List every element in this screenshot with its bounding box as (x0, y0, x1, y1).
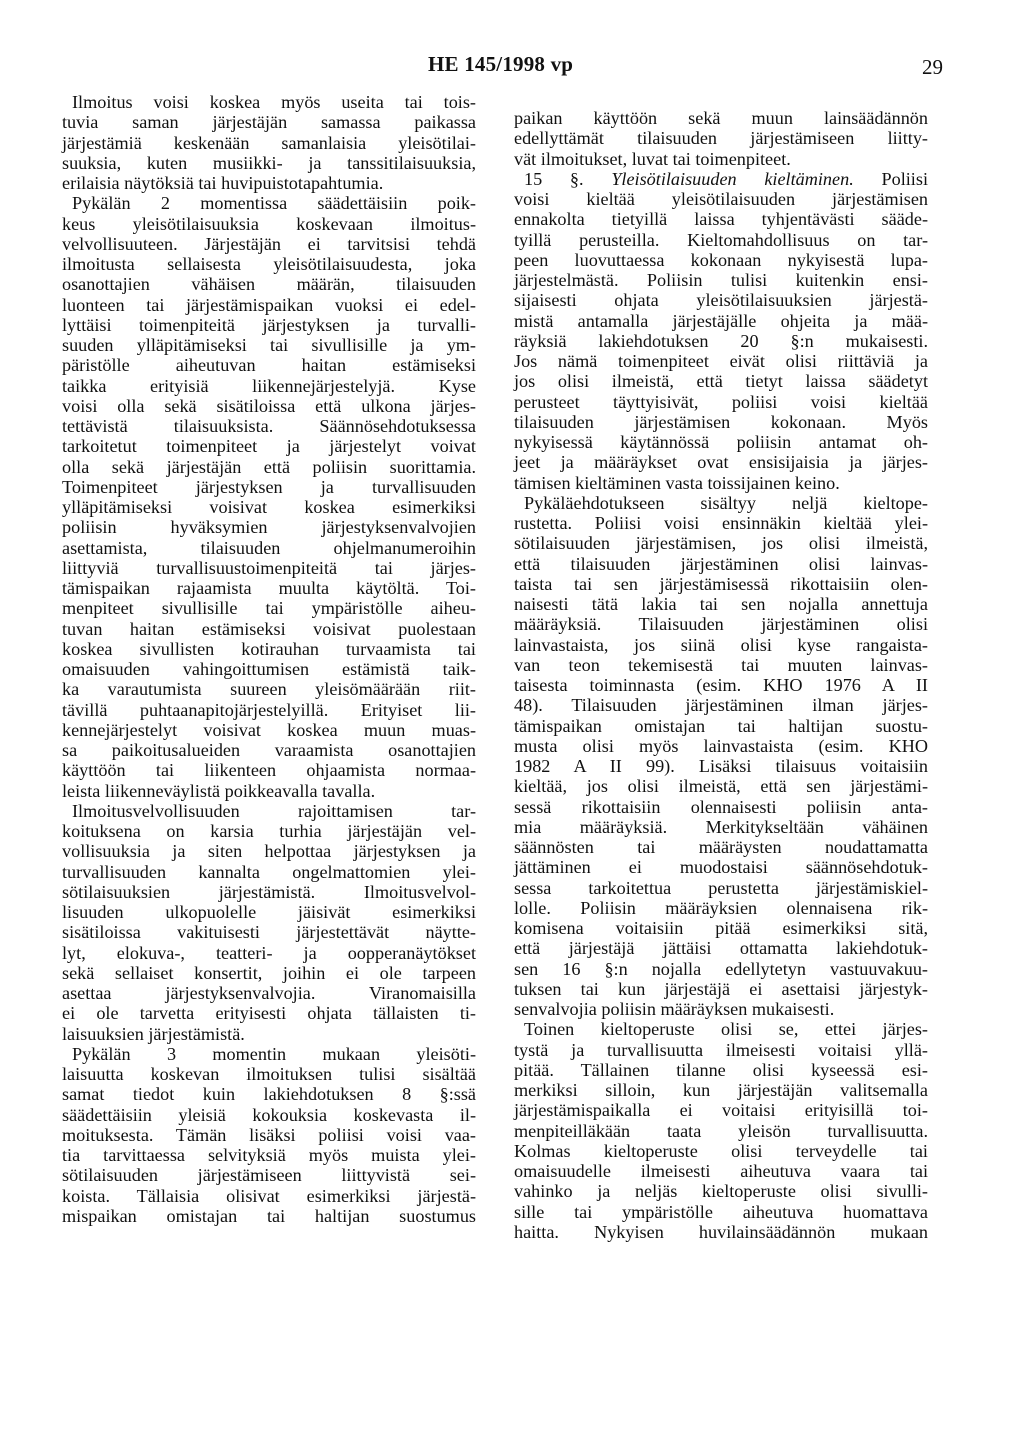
text-line: sekä sellaiset konsertit, joihin ei ole tarpeen (62, 962, 476, 983)
text-line: tuvia saman järjestäjän samassa paikassa (62, 112, 476, 133)
text-line: sessä rikottaisiin olennaisesti poliisin anta- (514, 796, 928, 817)
page-header (0, 0, 1024, 100)
text-line: kennejärjestelyt voisivat koskea muun muas- (62, 719, 476, 740)
text-line: lolle. Poliisin määräyksien olennaisena rik- (514, 897, 928, 918)
text-line: Pykälän 2 momentissa säädettäisiin poik- (72, 193, 476, 214)
text-line: lisuuden ulkopuolelle jäisivät esimerkiksi (62, 902, 476, 922)
text-line: suuden ylläpitämiseksi tai sivullisille ja ym- (62, 335, 476, 355)
text-line: Ilmoitus voisi koskea myös useita tai tois- (72, 92, 476, 112)
text-line: samat tiedot kuin lakiehdotuksen 8 §:ssä (62, 1084, 476, 1105)
text-line: sessa tarkoitettua perustetta järjestämiskiel- (514, 877, 928, 898)
text-line: tuvan haitan estämiseksi voisivat puolestaan (62, 618, 476, 639)
text-line: ei ole tarvetta erityisesti ohjata tällaisten ti- (62, 1003, 476, 1024)
text-line: asettaa järjestyksenvalvojia. Viranomaisilla (62, 983, 476, 1003)
text-line: määräyksiä. Tilaisuuden järjestäminen olisi (514, 614, 928, 635)
text-line: merkiksi silloin, kun järjestäjän valitsemalla (514, 1080, 928, 1100)
text-line: tystä ja turvallisuutta ilmeisesti voitaisi yllä- (514, 1039, 928, 1060)
text-line: 15 §. Yleisötilaisuuden kieltäminen. Poliisi (524, 168, 928, 189)
text-line: erilaisia näytöksiä tai huvipuistotapahtumia. (62, 173, 384, 193)
text-line: menpiteet sivullisille tai ympäristölle aiheu- (62, 598, 476, 619)
text-line: olla sekä järjestäjän että poliisin suorittamia. (62, 456, 476, 477)
text-line: keus yleisötilaisuuksia koskevaan ilmoitus- (62, 213, 476, 234)
text-line: nykyisessä käytännössä poliisin antamat oh- (514, 432, 928, 452)
text-line: järjestämispaikalla ei voitaisi erityisillä toi- (514, 1100, 928, 1121)
page-number: 29 (922, 55, 943, 79)
text-line: Pykäläehdotukseen sisältyy neljä kieltope- (524, 492, 928, 513)
text-line: osanottajien vähäisen määrän, tilaisuuden (62, 274, 476, 295)
text-line: tia tarvittaessa selvityksiä myös muista ylei- (62, 1145, 476, 1165)
text-line: 48). Tilaisuuden järjestäminen ilman järjes- (514, 695, 928, 716)
text-line: mispaikan omistajan tai haltijan suostumus (62, 1205, 476, 1226)
text-line: ka varautumista suureen yleisömäärään riit- (62, 679, 476, 700)
text-line: sa paikoitusalueiden varaamista osanottajien (62, 740, 476, 760)
text-line: tämisen kieltäminen vasta toissijainen keino. (514, 472, 840, 493)
text-line: päristölle aiheutuvan haitan estämiseksi (62, 355, 476, 376)
text-line: tämispaikan rajaamista muulta käytöltä. Toi- (62, 578, 476, 598)
text-line: edellyttämät tilaisuuden järjestämiseen liitty- (514, 128, 928, 149)
text-line: taikka erityisiä liikennejärjestelyjä. Kyse (62, 375, 476, 396)
text-line: van teon tekemisestä tai muuten lainvas- (514, 654, 928, 675)
text-line: sille tai ympäristölle aiheutuva huomattava (514, 1201, 928, 1222)
text-line: luonteen tai järjestämispaikan vuoksi ei edel- (62, 294, 476, 315)
text-line: että järjestäjä jättäisi ottamatta lakiehdotuk- (514, 938, 928, 959)
text-line: sisätiloissa vakituisesti järjestettävät näytte- (62, 922, 476, 943)
text-line: sijaisesti ohjata yleisötilaisuuksien järjestä- (514, 290, 928, 311)
text-line: tarkoitetut toimenpiteet ja järjestelyt voivat (62, 436, 476, 457)
text-line: senvalvojia poliisin määräyksen mukaisesti. (514, 999, 835, 1019)
text-line: sötilaisuuden järjestämisen, jos olisi ilmeistä, (514, 533, 928, 554)
text-line: lainvastaista, jos siinä olisi kyse rangaista- (514, 634, 928, 655)
text-line: Jos nämä toimenpiteet eivät olisi riittäviä ja (514, 351, 928, 371)
text-line: sötilaisuuden järjestämiseen liittyvistä sei- (62, 1165, 476, 1186)
text-line: että tilaisuuden järjestäminen olisi lainvas- (514, 553, 928, 574)
text-line: omaisuuden vahingoittumisen estämistä taik- (62, 659, 476, 679)
text-line: taista tai sen järjestämisessä rikottaisiin olen- (514, 573, 928, 594)
text-line: tettävistä tilaisuuksista. Säännösehdotuksessa (62, 416, 476, 436)
text-line: lyttäisi toimenpiteitä järjestyksen ja turvalli- (62, 314, 476, 335)
text-line: voisi olla sekä sisätiloissa että ulkona järjes- (62, 395, 476, 416)
text-line: ylläpitämiseksi voisivat koskea esimerkiksi (62, 497, 476, 517)
text-line: järjestelmästä. Poliisin tulisi kuitenkin ensi- (514, 270, 928, 290)
text-line: jättäminen ei muodostaisi säännösehdotuk- (514, 857, 928, 878)
text-line: komisena voitaisiin pitää esimerkiksi sitä, (514, 918, 928, 938)
text-line: jeet ja määräykset ovat ensisijaisia ja järjes- (514, 452, 928, 473)
text-line: peen luovuttaessa kokonaan nykyisestä lupa- (514, 249, 928, 270)
text-line: järjestämiä keskenään samanlaisia yleisötilai- (62, 132, 476, 153)
text-line: haitta. Nykyisen huvilainsäädännön mukaan (514, 1221, 928, 1242)
text-line: naisesti tätä lakia tai sen nojalla annettuja (514, 594, 928, 614)
text-line: voisi kieltää yleisötilaisuuden järjestämisen (514, 189, 928, 209)
text-line: koista. Tällaisia olisivat esimerkiksi järjestä- (62, 1185, 476, 1206)
text-line: ennakolta tietyillä laissa tyhjentävästi sääde- (514, 209, 928, 230)
text-line: leista liikenneväylistä poikkeavalla tavalla. (62, 780, 376, 801)
text-line: laisuuksien järjestämistä. (62, 1023, 245, 1044)
text-line: sen 16 §:n nojalla edellytetyn vastuuvakuu- (514, 958, 928, 979)
text-line: taisesta toiminnasta (esim. KHO 1976 A II (514, 675, 928, 695)
text-line: rustetta. Poliisi voisi ensinnäkin kieltää ylei- (514, 513, 928, 533)
text-line: paikan käyttöön sekä muun lainsäädännön (514, 108, 928, 128)
text-line: Pykälän 3 momentin mukaan yleisöti- (72, 1043, 476, 1064)
text-line: liittyviä turvallisuustoimenpiteitä tai järjes- (62, 557, 476, 578)
text-line: tuksen tai kun järjestäjä ei asettaisi järjestyk- (514, 978, 928, 999)
text-line: perusteet täyttyisivät, poliisi voisi kieltää (514, 391, 928, 412)
text-line: velvollisuuteen. Järjestäjän ei tarvitsisi tehdä (62, 233, 476, 254)
text-line: kieltää, jos olisi ilmeistä, että sen järjestämi- (514, 776, 928, 797)
text-line: tämispaikan omistajan tai haltijan suostu- (514, 715, 928, 736)
text-line: Kolmas kieltoperuste olisi terveydelle tai (514, 1140, 928, 1161)
text-line: käyttöön tai liikenteen ohjaamista normaa- (62, 760, 476, 781)
text-line: laisuutta koskevan ilmoituksen tulisi sisältää (62, 1064, 476, 1084)
text-line: tyillä perusteilla. Kieltomahdollisuus on tar- (514, 229, 928, 250)
text-line: Ilmoitusvelvollisuuden rajoittamisen tar- (72, 800, 476, 821)
text-line: vollisuuksia ja siten helpottaa järjestyksen ja (62, 841, 476, 862)
text-line: 1982 A II 99). Lisäksi tilaisuus voitaisiin (514, 756, 928, 776)
text-line: mia määräyksiä. Merkitykseltään vähäinen (514, 816, 928, 837)
text-line: Toimenpiteet järjestyksen ja turvallisuuden (62, 476, 476, 497)
left-column (62, 92, 476, 1226)
right-column (514, 108, 928, 1242)
text-line: asettamista, tilaisuuden ohjelmanumeroihin (62, 537, 476, 558)
text-line: omaisuudelle ilmeisesti aiheutuva vaara tai (514, 1161, 928, 1181)
text-line: säädettäisiin yleisiä kokouksia koskevasta il- (62, 1104, 476, 1125)
text-line: turvallisuuden kannalta ongelmattomien ylei- (62, 861, 476, 882)
document-id: HE 145/1998 vp (428, 52, 574, 76)
text-line: säännösten tai määräysten noudattamatta (514, 837, 928, 857)
text-line: lyt, elokuva-, teatteri- ja oopperanäytökset (62, 942, 476, 963)
text-line: poliisin hyväksymien järjestyksenvalvojien (62, 517, 476, 538)
text-line: mistä antamalla järjestäjälle ohjeita ja mää- (514, 310, 928, 331)
text-line: Toinen kieltoperuste olisi se, ettei järjes- (524, 1019, 928, 1040)
text-line: tilaisuuden järjestämisen kokonaan. Myös (514, 411, 928, 432)
text-line: koskea sivullisten kotirauhan turvaamista tai (62, 638, 476, 659)
text-line: vät ilmoitukset, luvat tai toimenpiteet. (514, 148, 791, 169)
text-line: koituksena on karsia turhia järjestäjän vel- (62, 821, 476, 841)
text-line: menpiteilläkään taata yleisön turvallisuutta. (514, 1120, 928, 1141)
text-line: musta olisi myös lainvastaista (esim. KHO (514, 735, 928, 756)
text-line: suuksia, kuten musiikki- ja tanssitilaisuuksia, (62, 152, 476, 173)
text-line: sötilaisuuksien järjestämistä. Ilmoitusvelvol- (62, 881, 476, 902)
text-line: jos olisi ilmeistä, että tietyt laissa säädetyt (514, 371, 928, 392)
text-line: moituksesta. Tämän lisäksi poliisi voisi vaa- (62, 1124, 476, 1145)
text-line: tävillä puhtaanapitojärjestelyillä. Erityiset lii- (62, 699, 476, 720)
text-line: pitää. Tällainen tilanne olisi kyseessä esi- (514, 1059, 928, 1080)
text-line: räyksiä lakiehdotuksen 20 §:n mukaisesti. (514, 330, 928, 351)
text-line: vahinko ja neljäs kieltoperuste olisi sivulli- (514, 1181, 928, 1202)
text-line: ilmoitusta sellaisesta yleisötilaisuudesta, joka (62, 254, 476, 274)
